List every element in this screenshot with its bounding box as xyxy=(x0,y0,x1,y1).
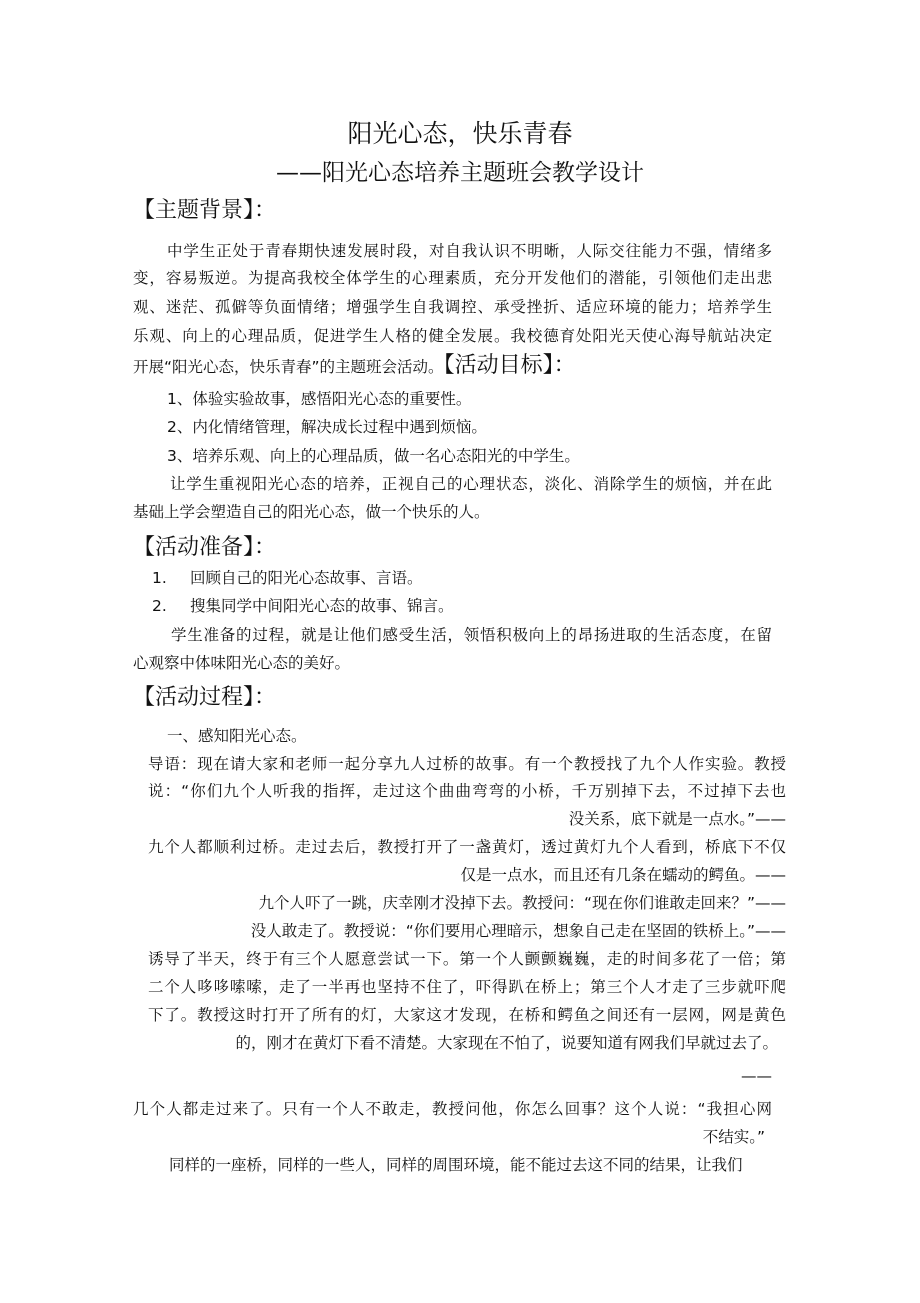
background-line-last xyxy=(133,353,576,380)
document-subtitle: ——阳光心态培养主题班会教学设计 xyxy=(276,160,644,186)
background-line: 开展“阳光心态，快乐青春”的主题班会活动。 xyxy=(133,358,444,376)
heading-background: 【主题背景】： xyxy=(133,198,277,223)
background-line: 观、迷茫、孤僻等负面情绪；增强学生自我调控、承受挫折、适应环境的能力；培养学生 xyxy=(133,298,772,316)
background-line: 变，容易叛逆。为提高我校全体学生的心理素质，充分开发他们的潜能，引领他们走出悲 xyxy=(133,269,772,287)
heading-preparation: 【活动准备】： xyxy=(133,535,277,560)
prep-summary-line: 学生准备的过程，就是让他们感受生活，领悟积极向上的昂扬进取的生活态度，在留 xyxy=(171,626,772,644)
document-title: 阳光心态，快乐青春 xyxy=(347,119,573,148)
story-line: 没人敢走了。教授说：“你们要用心理暗示，想象自己走在坚固的铁桥上。”—— xyxy=(250,922,786,940)
story-line: 没关系，底下就是一点水。”—— xyxy=(568,810,786,828)
goals-summary-line: 基础上学会塑造自己的阳光心态，做一个快乐的人。 xyxy=(133,503,490,521)
prep-item-text: 搜集同学中间阳光心态的故事、锦言。 xyxy=(190,597,454,615)
story-line: 诱导了半天，终于有三个人愿意尝试一下。第一个人颤颤巍巍，走的时间多花了一倍；第 xyxy=(148,950,786,968)
prep-summary-line: 心观察中体味阳光心态的美好。 xyxy=(133,654,351,672)
prep-item-number: 2. xyxy=(152,597,167,615)
process-part-title: 一、感知阳光心态。 xyxy=(167,727,307,745)
story-line: 不结实。” xyxy=(702,1128,765,1146)
background-line: 乐观、向上的心理品质，促进学生人格的健全发展。我校德育处阳光天使心海导航站决定 xyxy=(133,327,772,345)
story-line: 仅是一点水，而且还有几条在蠕动的鳄鱼。—— xyxy=(460,866,786,884)
goal-item: 2、内化情绪管理，解决成长过程中遇到烦恼。 xyxy=(167,418,487,436)
story-line: 说：“你们九个人听我的指挥，走过这个曲曲弯弯的小桥，千万别掉下去，不过掉下去也 xyxy=(148,782,786,800)
story-line: 导语：现在请大家和老师一起分享九人过桥的故事。有一个教授找了九个人作实验。教授 xyxy=(148,755,786,773)
heading-goals: 【活动目标】： xyxy=(443,353,576,378)
heading-process: 【活动过程】： xyxy=(133,685,277,710)
prep-item-number: 1. xyxy=(152,569,167,587)
story-line: 九个人吓了一跳，庆幸刚才没掉下去。教授问：“现在你们谁敢走回来？”—— xyxy=(258,894,786,912)
goal-item: 1、体验实验故事，感悟阳光心态的重要性。 xyxy=(167,390,472,408)
story-line: 的，刚才在黄灯下看不清楚。大家现在不怕了，说要知道有网我们早就过去了。 xyxy=(235,1034,778,1052)
goals-summary-line: 让学生重视阳光心态的培养，正视自己的心理状态，淡化、消除学生的烦恼，并在此 xyxy=(170,475,772,493)
story-line: —— xyxy=(741,1067,772,1085)
goal-item: 3、培养乐观、向上的心理品质，做一名心态阳光的中学生。 xyxy=(167,447,580,465)
story-line: 同样的一座桥，同样的一些人，同样的周围环境，能不能过去这不同的结果，让我们 xyxy=(169,1156,743,1174)
prep-item-text: 回顾自己的阳光心态故事、言语。 xyxy=(190,569,423,587)
story-line: 二个人哆哆嗦嗦，走了一半再也坚持不住了，吓得趴在桥上；第三个人才走了三步就吓爬 xyxy=(148,978,786,996)
background-line: 中学生正处于青春期快速发展时段，对自我认识不明晰，人际交往能力不强，情绪多 xyxy=(167,242,772,260)
story-line: 下了。教授这时打开了所有的灯，大家这才发现，在桥和鳄鱼之间还有一层网，网是黄色 xyxy=(148,1006,786,1024)
story-line: 九个人都顺利过桥。走过去后，教授打开了一盏黄灯，透过黄灯九个人看到，桥底下不仅 xyxy=(148,838,786,856)
story-line: 几个人都走过来了。只有一个人不敢走，教授问他，你怎么回事？这个人说：“我担心网 xyxy=(133,1100,772,1118)
